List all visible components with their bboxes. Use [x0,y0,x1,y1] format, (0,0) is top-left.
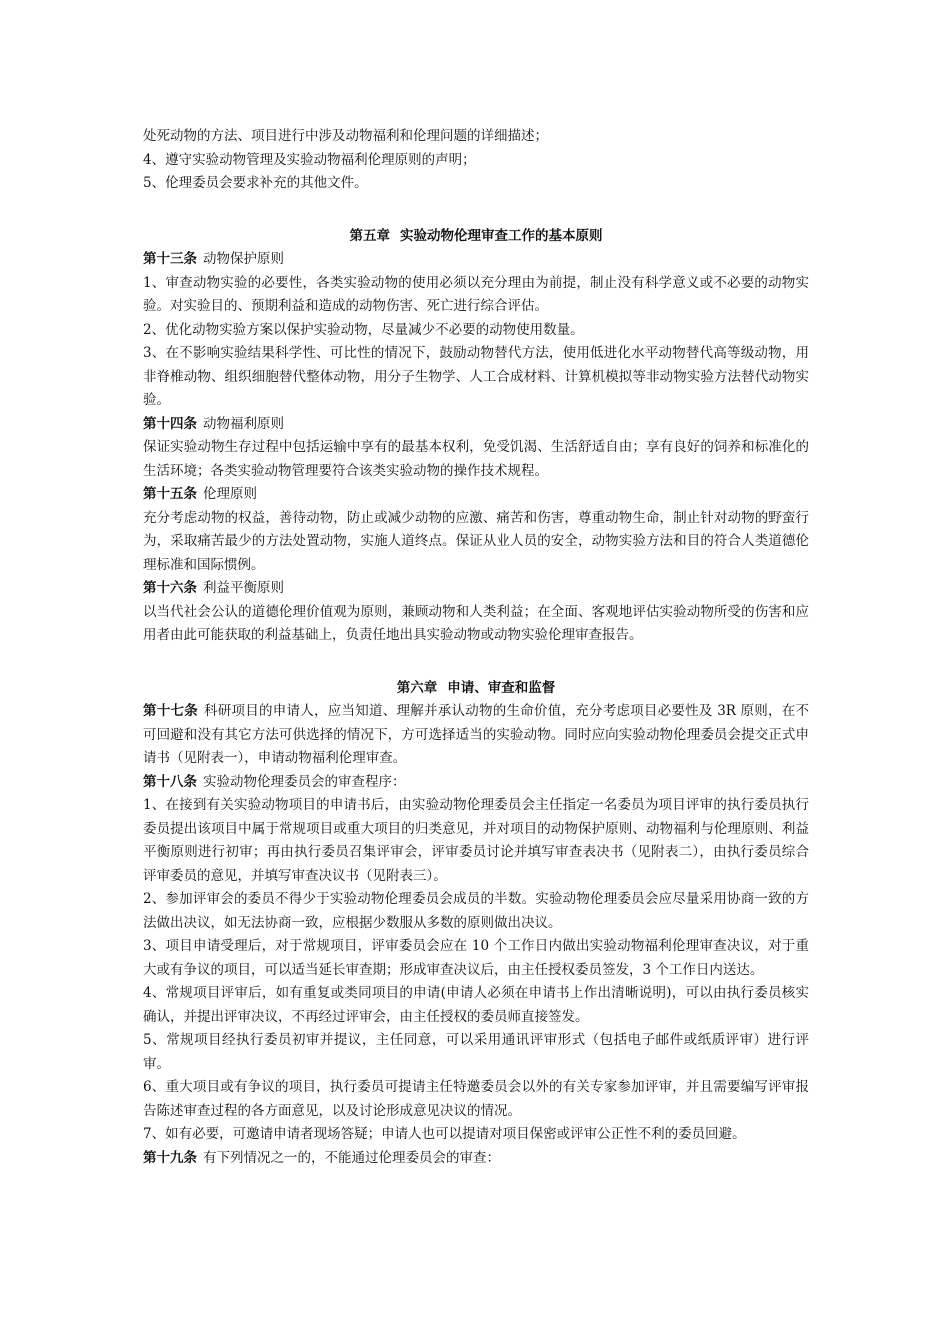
article-text: 有下列情况之一的，不能通过伦理委员会的审查： [203,1149,500,1166]
article-number: 第十四条 [143,415,197,432]
article-title: 实验动物伦理委员会的审查程序： [203,773,406,790]
chapter-heading [143,225,809,249]
article-paragraph: 保证实验动物生存过程中包括运输中享有的最基本权利，免受饥渴、生活舒适自由；享有良好的饲养和标准化的生活环境；各类实验动物管理要符合该类实验动物的操作技术规程。 [143,439,809,479]
article-paragraph: 充分考虑动物的权益，善待动物，防止或减少动物的应激、痛苦和伤害，尊重动物生命，制止针对动物的野蛮行为，采取痛苦最少的方法处置动物，实施人道终点。保证从业人员的安全，动物实验方法和目的符合人类道德伦理标准和国际惯例。 [143,509,809,573]
chapter-title: 申请、审查和监督 [447,679,556,696]
article-number: 第十九条 [143,1149,197,1166]
article-paragraph: 2、参加评审会的委员不得少于实验动物伦理委员会成员的半数。实验动物伦理委员会应尽量采用协商一致的方法做出决议，如无法协商一致，应根据少数服从多数的原则做出决议。 [143,891,809,931]
article-title: 动物福利原则 [203,415,284,432]
intro-line: 5、伦理委员会要求补充的其他文件。 [143,175,368,191]
article-paragraph: 5、常规项目经执行委员初审并提议，主任同意，可以采用通讯评审形式（包括电子邮件或纸质评审）进行评审。 [143,1032,809,1072]
article-paragraph: 7、如有必要，可邀请申请者现场答疑；申请人也可以提请对项目保密或评审公正性不利的委员回避。 [143,1126,746,1142]
article-paragraph: 6、重大项目或有争议的项目，执行委员可提请主任特邀委员会以外的有关专家参加评审，并且需要编写评审报告陈述审查过程的各方面意见，以及讨论形成意见决议的情况。 [143,1079,809,1119]
article-paragraph: 1、审查动物实验的必要性，各类实验动物的使用必须以充分理由为前提，制止没有科学意义或不必要的动物实验。对实验目的、预期利益和造成的动物伤害、死亡进行综合评估。 [143,274,809,314]
article-number: 第十八条 [143,773,197,790]
article-title: 动物保护原则 [203,251,284,267]
article-heading [143,413,809,437]
article-paragraph: 3、在不影响实验结果科学性、可比性的情况下，鼓励动物替代方法，使用低进化水平动物替代高等级动物，用非脊椎动物、组织细胞替代整体动物，用分子生物学、人工合成材料、计算机模拟等非动物实验方法替代动物实验。 [143,345,809,408]
article-paragraph: 2、优化动物实验方案以保护实验动物，尽量减少不必要的动物使用数量。 [143,321,584,338]
article-heading [143,483,809,507]
article-paragraph: 1、在接到有关实验动物项目的申请书后，由实验动物伦理委员会主任指定一名委员为项目评审的执行委员执行委员提出该项目中属于常规项目或重大项目的归类意见，并对项目的动物保护原则、动物福利与伦理原则、利益平衡原则进行初审；再由执行委员召集评审会，评审委员讨论并填写审查表决书（见附表二），由执行委员综合评审委员的意见，并填写审查决议书（见附表三）。 [143,797,809,884]
chapter-number: 第六章 [396,679,438,696]
article-number: 第十五条 [143,486,197,502]
article-number: 第十三条 [143,251,197,267]
intro-line: 4、遵守实验动物管理及实验动物福利伦理原则的声明； [143,151,476,168]
intro-line: 处死动物的方法、项目进行中涉及动物福利和伦理问题的详细描述； [143,128,548,144]
article-number: 第十六条 [143,580,197,596]
article-heading [143,771,809,795]
article-paragraph [143,700,809,771]
article-heading [143,248,809,272]
article-number: 第十七条 [143,703,198,719]
article-title: 伦理原则 [203,486,257,502]
article-paragraph: 3、项目申请受理后，对于常规项目，评审委员会应在 10 个工作日内做出实验动物福利伦理审查决议，对于重大或有争议的项目，可以适当延长审查期；形成审查决议后，由主任授权委员签发，3 个工作日内送达。 [143,938,809,978]
chapter-number: 第五章 [349,227,390,244]
document-page [143,125,809,1170]
chapter-title: 实验动物伦理审查工作的基本原则 [400,227,603,244]
article-text: 科研项目的申请人，应当知道、理解并承认动物的生命价值，充分考虑项目必要性及 3R 原则，在不可回避和没有其它方法可供选择的情况下，方可选择适当的实验动物。同时应向实验动物伦理委员会提交正式申请书（见附表一），申请动物福利伦理审查。 [143,703,809,766]
chapter-heading [143,677,809,701]
article-title: 利益平衡原则 [203,580,284,596]
article-paragraph: 4、常规项目评审后，如有重复或类同项目的申请(申请人必须在申请书上作出清晰说明)，可以由执行委员核实确认，并提出评审决议，不再经过评审会，由主任授权的委员师直接签发。 [143,985,809,1025]
article-heading [143,577,809,601]
article-paragraph: 以当代社会公认的道德伦理价值观为原则，兼顾动物和人类利益；在全面、客观地评估实验动物所受的伤害和应用者由此可能获取的利益基础上，负责任地出具实验动物或动物实验伦理审查报告。 [143,603,809,643]
article-paragraph [143,1147,809,1171]
